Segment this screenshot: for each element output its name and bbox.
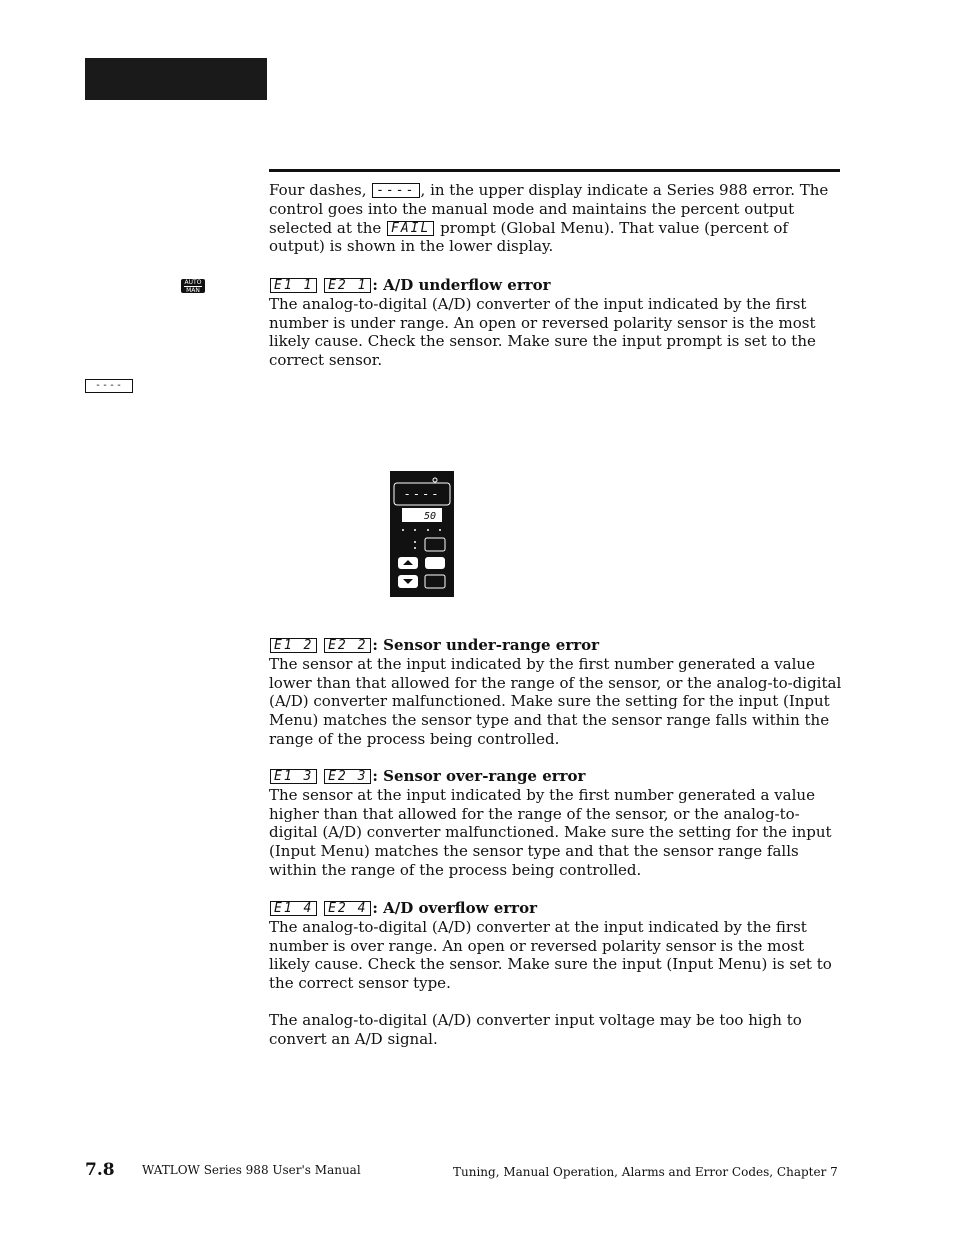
intro-prefix: Four dashes, xyxy=(269,181,372,199)
error-code-e2: E2 4 xyxy=(324,901,371,916)
intro-suffix: prompt (Global Menu). That value (percent of output) is shown in the lower display. xyxy=(269,218,788,256)
page-number: 7.8 xyxy=(85,1160,115,1180)
footer-manual-title: WATLOW Series 988 User's Manual xyxy=(142,1163,361,1177)
error-title: : A/D underflow error xyxy=(372,276,551,294)
auto-man-key-icon xyxy=(181,279,205,293)
error-title: : Sensor under-range error xyxy=(372,636,600,654)
error-block-3 xyxy=(269,767,844,880)
intro-middle: , in the upper display indicate a Series 988 error. The control goes into the manual mode and maintains the percent output selected at the xyxy=(269,181,829,237)
error-extra-paragraph: The analog-to-digital (A/D) converter input voltage may be too high to convert an A/D signal. xyxy=(269,1011,802,1048)
error-code-e1: E1 3 xyxy=(270,769,317,784)
controller-front-panel xyxy=(390,471,454,597)
error-description: The sensor at the input indicated by the first number generated a value lower than that allowed for the range of the sensor, or the analog-to-digital (A/D) converter malfunctioned. Make sure the setting for the input (Input Menu) matches the sensor type and that the sensor range falls within the range of the process being controlled. xyxy=(269,654,842,748)
side-dash-display: ---- xyxy=(85,379,133,393)
power-led xyxy=(433,478,437,482)
error-code-e2: E2 3 xyxy=(324,769,371,784)
mode-key xyxy=(425,538,445,551)
error-block-2 xyxy=(269,636,844,749)
error-code-e1: E1 1 xyxy=(270,278,317,293)
auto-man-key xyxy=(425,557,445,569)
error-block-1 xyxy=(269,276,844,370)
error-code-e2: E2 2 xyxy=(324,638,371,653)
lower-display: 50 xyxy=(423,511,437,522)
error-title: : Sensor over-range error xyxy=(372,767,586,785)
fail-display: FAIL xyxy=(387,221,434,236)
section-rule xyxy=(269,169,840,172)
man-label: MAN xyxy=(184,286,202,294)
error-code-e2: E2 1 xyxy=(324,278,371,293)
footer-chapter-title: Tuning, Manual Operation, Alarms and Error Codes, Chapter 7 xyxy=(453,1165,838,1179)
error-code-e1: E1 2 xyxy=(270,638,317,653)
upper-display: ---- xyxy=(403,487,441,501)
dash-display: ---- xyxy=(372,183,419,198)
error-code-e1: E1 4 xyxy=(270,901,317,916)
status-leds xyxy=(402,529,441,549)
error-block-4 xyxy=(269,899,844,993)
display-key xyxy=(425,575,445,588)
error-description: The analog-to-digital (A/D) converter at the input indicated by the first number is over range. An open or reversed polarity sensor is the most likely cause. Check the sensor. Make sure the input (Input Menu) is set to the correct sensor type. xyxy=(269,917,832,993)
intro-paragraph xyxy=(269,181,844,256)
error-description: The analog-to-digital (A/D) converter of the input indicated by the first number is under range. An open or reversed polarity sensor is the most likely cause. Check the sensor. Make sure the input prompt is set to the correct sensor. xyxy=(269,294,816,370)
auto-label: AUTO xyxy=(184,279,202,286)
error-description: The sensor at the input indicated by the first number generated a value higher than that allowed for the range of the sensor, or the analog-to-digital (A/D) converter malfunctioned. Make sure the setting for the input (Input Menu) matches the sensor type and that the sensor range falls within the range of the process being controlled. xyxy=(269,785,832,879)
error-title: : A/D overflow error xyxy=(372,899,537,917)
section-tab xyxy=(85,58,267,100)
